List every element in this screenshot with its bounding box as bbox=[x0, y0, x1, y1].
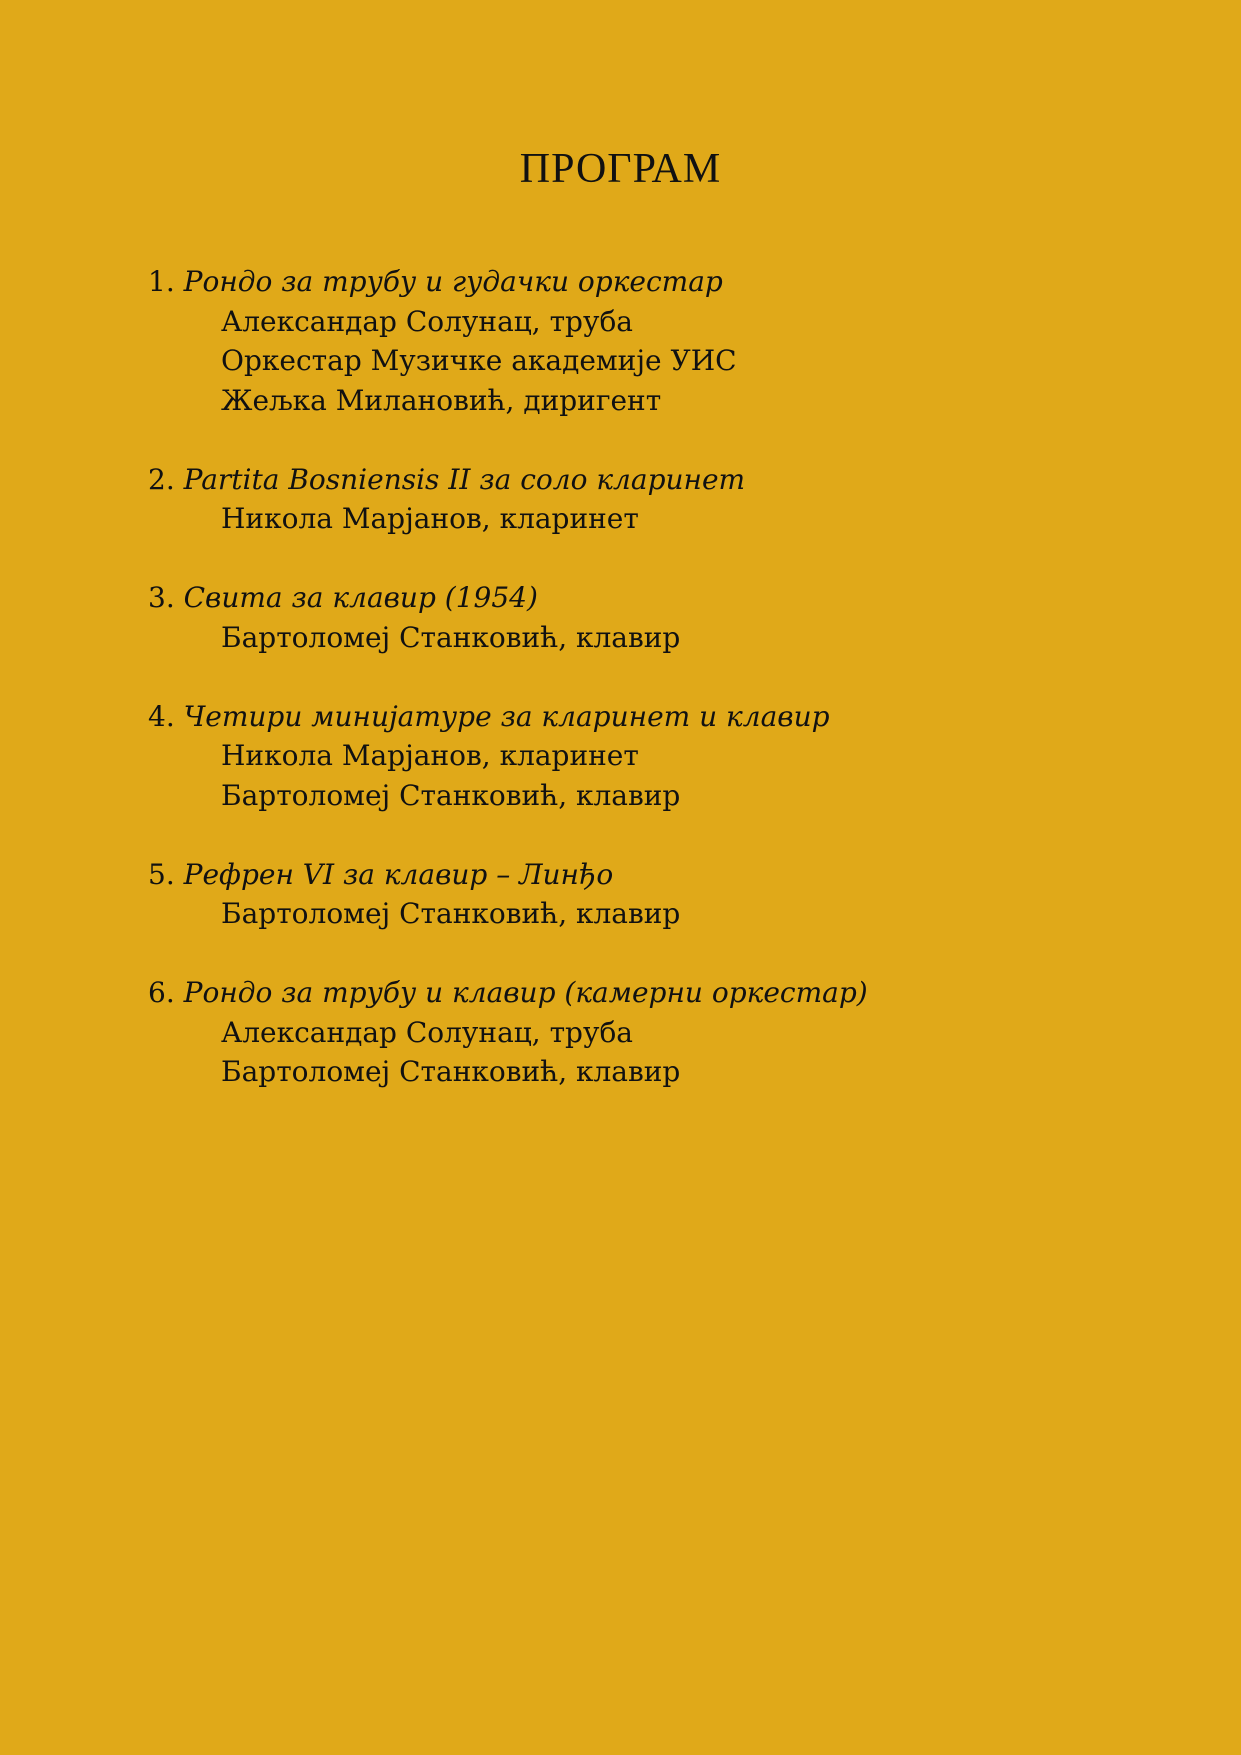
performer: Бартоломеј Станковић, клавир bbox=[221, 620, 681, 654]
performer: Александар Солунац, труба bbox=[221, 304, 634, 338]
work-title: Рондо за трубу и клавир (камерни оркестар) bbox=[183, 976, 868, 1009]
program-item bbox=[148, 578, 1198, 657]
work-title: Рефрен VI за клавир – Линђо bbox=[183, 857, 614, 891]
performer: Бартоломеј Станковић, клавир bbox=[221, 778, 681, 812]
item-number: 2. bbox=[148, 462, 175, 496]
program-list bbox=[148, 262, 1198, 1131]
program-item bbox=[148, 460, 1198, 539]
work-line bbox=[148, 578, 1198, 618]
work-title: Partita Bosniensis II за соло кларинет bbox=[183, 462, 746, 496]
program-item bbox=[148, 973, 1198, 1092]
program-item bbox=[148, 697, 1198, 816]
work-line bbox=[148, 973, 1198, 1013]
work-title: Четири минијатуре за кларинет и клавир bbox=[183, 699, 830, 733]
performer: Оркестар Музичке академије УИС bbox=[221, 344, 737, 377]
work-title: Свита за клавир (1954) bbox=[183, 581, 538, 614]
item-number: 4. bbox=[148, 699, 175, 733]
performer: Бартоломеј Станковић, клавир bbox=[221, 897, 681, 930]
work-line bbox=[148, 855, 1198, 895]
work-line bbox=[148, 697, 1198, 737]
item-number: 1. bbox=[148, 265, 175, 298]
item-number: 3. bbox=[148, 581, 175, 614]
work-title: Рондо за трубу и гудачки оркестар bbox=[183, 265, 723, 298]
program-item bbox=[148, 262, 1198, 420]
work-line bbox=[148, 262, 1198, 302]
performer: Александар Солунац, труба bbox=[221, 1015, 634, 1049]
work-line bbox=[148, 460, 1198, 500]
item-number: 5. bbox=[148, 857, 175, 891]
program-item bbox=[148, 855, 1198, 934]
performer: Бартоломеј Станковић, клавир bbox=[221, 1055, 681, 1088]
item-number: 6. bbox=[148, 976, 175, 1009]
performer: Никола Марјанов, кларинет bbox=[221, 739, 639, 772]
page-title: ПРОГРАМ bbox=[519, 146, 722, 192]
performer: Никола Марјанов, кларинет bbox=[221, 502, 639, 535]
performer: Жељка Милановић, диригент bbox=[221, 383, 662, 417]
